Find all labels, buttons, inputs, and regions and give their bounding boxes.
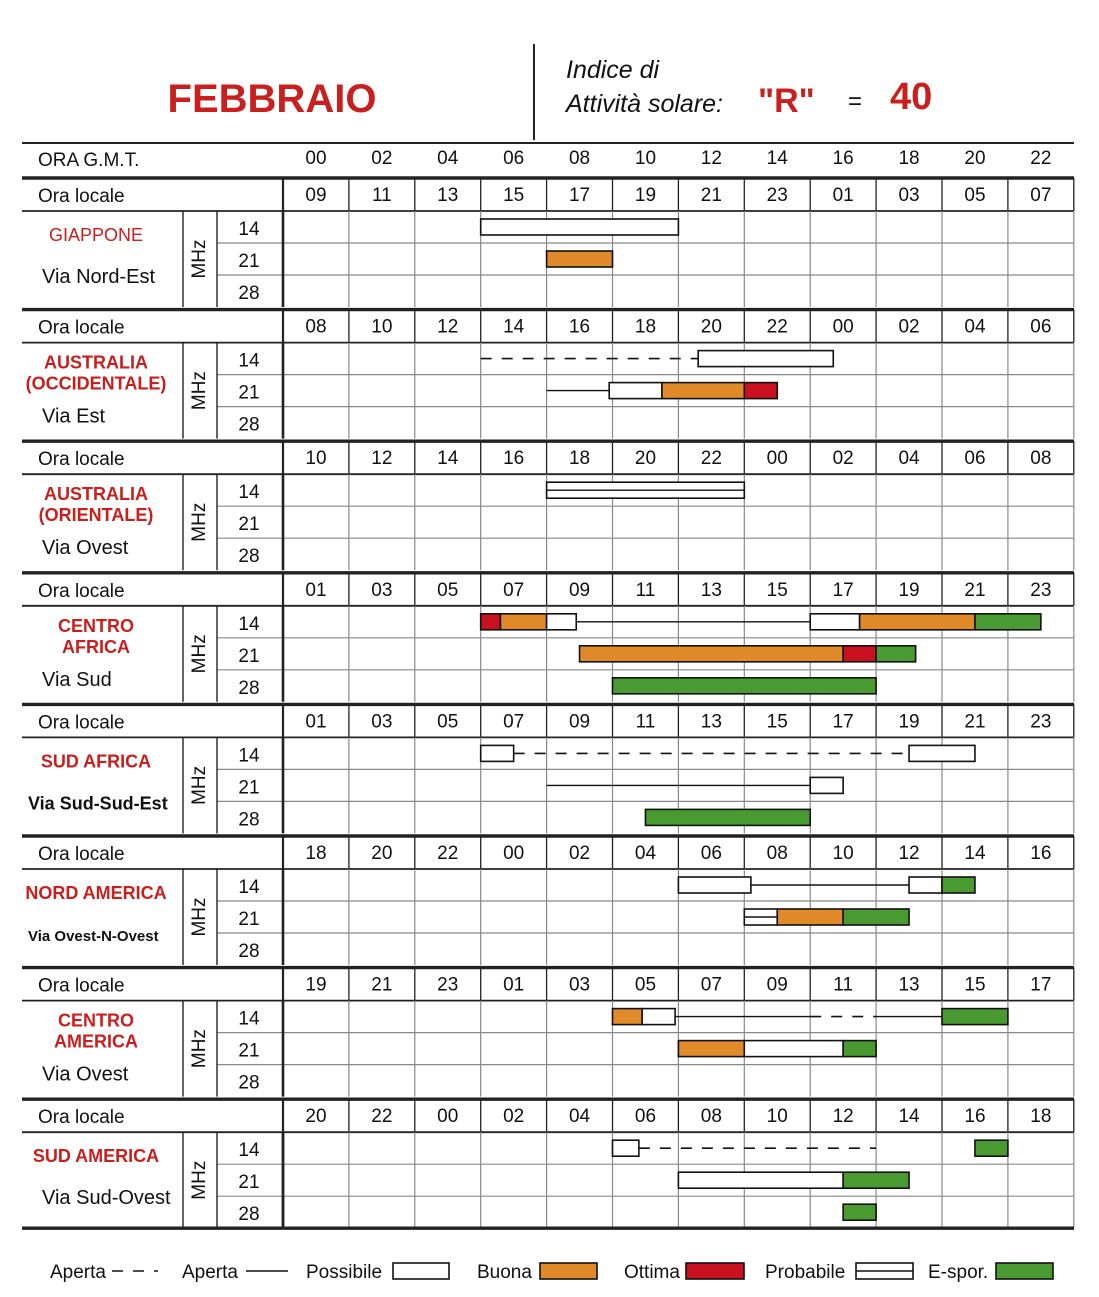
local-hour-tick: 09	[568, 711, 591, 733]
month-title: FEBBRAIO	[167, 77, 377, 121]
local-hour-tick: 04	[964, 316, 986, 338]
local-hour-tick: 11	[371, 185, 392, 206]
local-hour-tick: 14	[437, 448, 459, 470]
local-hour-tick: 17	[832, 711, 854, 733]
segment-espor	[843, 1041, 876, 1057]
route-label: Via Nord-Est	[42, 266, 156, 288]
segment-espor	[975, 1140, 1008, 1156]
segment-possibile	[909, 877, 942, 893]
legend-label: Aperta	[182, 1262, 238, 1283]
local-hour-tick: 06	[700, 843, 722, 864]
local-hour-tick: 10	[832, 843, 854, 864]
local-hour-tick: 13	[700, 711, 722, 733]
segment-possibile	[613, 1140, 639, 1156]
frequency-label: 21	[238, 777, 260, 799]
local-hour-tick: 14	[898, 1106, 920, 1128]
mhz-label: MHz	[189, 239, 210, 279]
local-hour-tick: 03	[568, 974, 591, 996]
local-hour-tick: 11	[635, 711, 656, 733]
local-hour-tick: 07	[503, 711, 525, 733]
local-hour-tick: 20	[305, 1106, 327, 1128]
segment-possibile	[481, 745, 514, 761]
local-hour-tick: 16	[1030, 843, 1052, 864]
route-label: Via Ovest	[42, 1063, 129, 1086]
region-name: AFRICA	[62, 636, 130, 657]
segment-buona	[580, 646, 844, 662]
local-hour-label: Ora locale	[38, 449, 125, 471]
local-hour-tick: 05	[437, 711, 459, 733]
gmt-tick: 04	[437, 148, 459, 169]
local-hour-tick: 13	[700, 579, 722, 601]
local-hour-tick: 18	[568, 448, 591, 470]
local-hour-tick: 07	[700, 974, 722, 996]
legend-label: Buona	[477, 1262, 532, 1283]
segment-possibile	[609, 383, 662, 399]
local-hour-tick: 01	[305, 579, 327, 601]
segment-buona	[860, 614, 975, 630]
local-hour-tick: 15	[503, 185, 525, 206]
segment-buona	[777, 909, 843, 925]
local-hour-tick: 18	[634, 316, 657, 338]
local-hour-tick: 14	[503, 316, 525, 338]
region-name: SUD AMERICA	[32, 1146, 160, 1167]
region-name: SUD AFRICA	[40, 751, 152, 772]
local-hour-tick: 19	[898, 711, 920, 733]
local-hour-tick: 05	[437, 579, 459, 601]
route-label: Via Ovest	[42, 537, 129, 560]
local-hour-tick: 04	[634, 843, 657, 864]
local-hour-tick: 01	[832, 185, 854, 206]
legend-label: Probabile	[765, 1262, 846, 1283]
frequency-label: 14	[238, 745, 260, 767]
legend-label: Aperta	[50, 1262, 106, 1283]
frequency-label: 14	[238, 219, 260, 240]
region-name: CENTRO	[58, 615, 134, 636]
local-hour-tick: 08	[766, 843, 788, 864]
local-hour-tick: 02	[568, 843, 591, 864]
local-hour-tick: 02	[898, 316, 920, 338]
segment-possibile	[909, 745, 975, 761]
local-hour-tick: 08	[305, 316, 327, 338]
local-hour-tick: 14	[964, 843, 986, 864]
legend-swatch-ottima	[686, 1263, 744, 1279]
legend-swatch-espor	[996, 1263, 1053, 1279]
local-hour-label: Ora locale	[38, 580, 125, 602]
frequency-label: 28	[238, 677, 260, 699]
segment-buona	[613, 1009, 643, 1025]
local-hour-tick: 15	[964, 974, 986, 996]
region-name: NORD AMERICA	[25, 883, 167, 903]
local-hour-tick: 13	[898, 974, 920, 996]
local-hour-tick: 21	[700, 185, 722, 206]
local-hour-tick: 21	[964, 711, 986, 733]
segment-possibile	[642, 1009, 675, 1025]
local-hour-tick: 04	[898, 448, 920, 470]
local-hour-label: Ora locale	[38, 1107, 125, 1129]
segment-espor	[843, 909, 909, 925]
gmt-tick: 18	[898, 148, 920, 169]
local-hour-tick: 12	[437, 316, 459, 338]
local-hour-tick: 05	[634, 974, 657, 996]
segment-possibile	[547, 614, 577, 630]
segment-buona	[500, 614, 546, 630]
local-hour-tick: 11	[635, 579, 656, 601]
mhz-label: MHz	[189, 371, 210, 411]
segment-buona	[678, 1041, 744, 1057]
gmt-label: ORA G.M.T.	[38, 150, 140, 171]
local-hour-tick: 23	[766, 185, 788, 206]
local-hour-tick: 11	[833, 974, 854, 996]
local-hour-tick: 00	[766, 448, 788, 470]
local-hour-tick: 22	[700, 448, 722, 470]
local-hour-tick: 09	[766, 974, 788, 996]
gmt-tick: 12	[700, 148, 722, 169]
segment-ottima	[744, 383, 777, 399]
segment-possibile	[698, 351, 833, 367]
local-hour-tick: 00	[832, 316, 854, 338]
local-hour-tick: 16	[503, 448, 525, 470]
r-label: "R"	[758, 82, 815, 120]
mhz-label: MHz	[189, 634, 210, 674]
local-hour-tick: 08	[1030, 448, 1052, 470]
local-hour-tick: 09	[568, 579, 591, 601]
local-hour-tick: 20	[371, 843, 393, 864]
local-hour-tick: 17	[832, 579, 854, 601]
local-hour-tick: 19	[634, 185, 657, 206]
legend-label: Possibile	[306, 1262, 383, 1283]
local-hour-tick: 22	[766, 316, 788, 338]
mhz-label: MHz	[189, 897, 210, 937]
gmt-tick: 00	[305, 148, 327, 169]
frequency-label: 21	[238, 909, 260, 930]
local-hour-tick: 16	[964, 1106, 986, 1128]
local-hour-tick: 23	[1030, 711, 1052, 733]
index-line-2: Attività solare:	[566, 90, 724, 118]
segment-espor	[942, 877, 975, 893]
frequency-label: 28	[238, 546, 260, 568]
region-name: GIAPPONE	[48, 225, 144, 245]
route-label: Via Sud-Ovest	[42, 1187, 171, 1210]
gmt-tick: 20	[964, 148, 986, 169]
frequency-label: 14	[238, 1140, 260, 1162]
gmt-tick: 14	[766, 148, 788, 169]
segment-possibile	[481, 219, 679, 235]
local-hour-tick: 01	[305, 711, 327, 733]
frequency-label: 14	[238, 877, 260, 898]
gmt-tick: 02	[371, 148, 393, 169]
local-hour-tick: 20	[700, 316, 722, 338]
gmt-tick: 22	[1030, 148, 1052, 169]
frequency-label: 14	[238, 482, 260, 504]
local-hour-tick: 18	[1030, 1106, 1052, 1128]
segment-espor	[975, 614, 1041, 630]
local-hour-tick: 02	[832, 448, 854, 470]
frequency-label: 14	[238, 350, 260, 372]
local-hour-tick: 12	[898, 843, 920, 864]
local-hour-tick: 23	[437, 974, 459, 996]
local-hour-tick: 21	[964, 579, 986, 601]
local-hour-tick: 22	[371, 1106, 393, 1128]
segment-espor	[843, 1204, 876, 1220]
local-hour-tick: 02	[503, 1106, 525, 1128]
local-hour-tick: 17	[568, 185, 591, 206]
segment-espor	[613, 678, 877, 694]
route-label: Via Est	[42, 405, 105, 428]
local-hour-tick: 22	[437, 843, 459, 864]
route-label: Via Sud-Sud-Est	[28, 793, 168, 814]
frequency-label: 21	[238, 645, 260, 667]
frequency-label: 14	[238, 613, 260, 635]
region-name: (OCCIDENTALE)	[25, 373, 167, 394]
region-name: AUSTRALIA	[44, 352, 148, 373]
frequency-label: 14	[238, 1008, 260, 1030]
local-hour-tick: 10	[305, 448, 327, 470]
local-hour-tick: 12	[832, 1106, 854, 1128]
legend-swatch-possibile	[393, 1263, 449, 1279]
frequency-label: 21	[238, 382, 260, 404]
local-hour-tick: 03	[371, 579, 393, 601]
local-hour-tick: 19	[305, 974, 327, 996]
local-hour-tick: 05	[964, 185, 986, 206]
local-hour-tick: 09	[305, 185, 327, 206]
local-hour-label: Ora locale	[38, 317, 125, 339]
gmt-tick: 10	[634, 148, 657, 169]
local-hour-tick: 15	[766, 579, 788, 601]
frequency-label: 21	[238, 514, 260, 536]
route-label: Via Ovest-N-Ovest	[28, 928, 159, 945]
segment-possibile	[678, 877, 750, 893]
gmt-tick: 16	[832, 148, 854, 169]
segment-ottima	[481, 614, 501, 630]
mhz-label: MHz	[189, 502, 210, 542]
frequency-label: 21	[238, 1040, 260, 1062]
local-hour-tick: 07	[503, 579, 525, 601]
local-hour-label: Ora locale	[38, 186, 125, 207]
frequency-label: 28	[238, 941, 260, 962]
legend-label: E-spor.	[928, 1262, 989, 1283]
local-hour-tick: 15	[766, 711, 788, 733]
local-hour-tick: 06	[1030, 316, 1052, 338]
local-hour-tick: 06	[634, 1106, 657, 1128]
index-line-1: Indice di	[566, 56, 660, 84]
local-hour-tick: 23	[1030, 579, 1052, 601]
local-hour-tick: 03	[898, 185, 920, 206]
equals-sign: =	[848, 88, 863, 115]
legend-label: Ottima	[624, 1262, 680, 1283]
local-hour-tick: 12	[371, 448, 393, 470]
region-name: AUSTRALIA	[44, 484, 148, 505]
local-hour-tick: 10	[371, 316, 393, 338]
mhz-label: MHz	[189, 1160, 210, 1200]
gmt-tick: 08	[568, 148, 591, 169]
local-hour-tick: 04	[568, 1106, 591, 1128]
segment-possibile	[810, 777, 843, 793]
local-hour-label: Ora locale	[38, 712, 125, 734]
segment-espor	[876, 646, 916, 662]
chart-grid	[22, 143, 1074, 1228]
gmt-tick: 06	[503, 148, 525, 169]
local-hour-tick: 06	[964, 448, 986, 470]
legend	[50, 1262, 1053, 1283]
mhz-label: MHz	[189, 765, 210, 805]
local-hour-tick: 10	[766, 1106, 788, 1128]
segment-ottima	[843, 646, 876, 662]
segment-buona	[547, 251, 613, 267]
local-hour-tick: 00	[437, 1106, 459, 1128]
frequency-label: 28	[238, 809, 260, 831]
region-name: (ORIENTALE)	[38, 505, 154, 526]
segment-buona	[662, 383, 744, 399]
region-name: AMERICA	[54, 1031, 138, 1052]
local-hour-tick: 13	[437, 185, 459, 206]
segment-possibile	[678, 1172, 843, 1188]
segment-espor	[645, 809, 810, 825]
region-name: CENTRO	[58, 1010, 134, 1031]
frequency-label: 21	[238, 1172, 260, 1194]
local-hour-tick: 03	[371, 711, 393, 733]
segment-espor	[843, 1172, 909, 1188]
local-hour-tick: 18	[305, 843, 327, 864]
local-hour-tick: 20	[634, 448, 657, 470]
frequency-label: 28	[238, 1204, 260, 1226]
local-hour-tick: 08	[700, 1106, 722, 1128]
mhz-label: MHz	[189, 1029, 210, 1069]
local-hour-tick: 16	[568, 316, 591, 338]
local-hour-tick: 07	[1030, 185, 1052, 206]
legend-swatch-buona	[540, 1263, 597, 1279]
local-hour-tick: 21	[371, 974, 393, 996]
route-label: Via Sud	[42, 668, 112, 691]
frequency-label: 21	[238, 251, 260, 272]
segment-possibile	[810, 614, 859, 630]
local-hour-tick: 19	[898, 579, 920, 601]
frequency-label: 28	[238, 1072, 260, 1094]
segment-possibile	[744, 1041, 843, 1057]
segment-espor	[942, 1009, 1008, 1025]
local-hour-tick: 01	[503, 974, 525, 996]
frequency-label: 28	[238, 283, 260, 304]
local-hour-label: Ora locale	[38, 975, 125, 997]
r-value: 40	[890, 76, 933, 118]
frequency-label: 28	[238, 414, 260, 436]
local-hour-tick: 17	[1030, 974, 1052, 996]
local-hour-tick: 00	[503, 843, 525, 864]
local-hour-label: Ora locale	[38, 844, 125, 865]
